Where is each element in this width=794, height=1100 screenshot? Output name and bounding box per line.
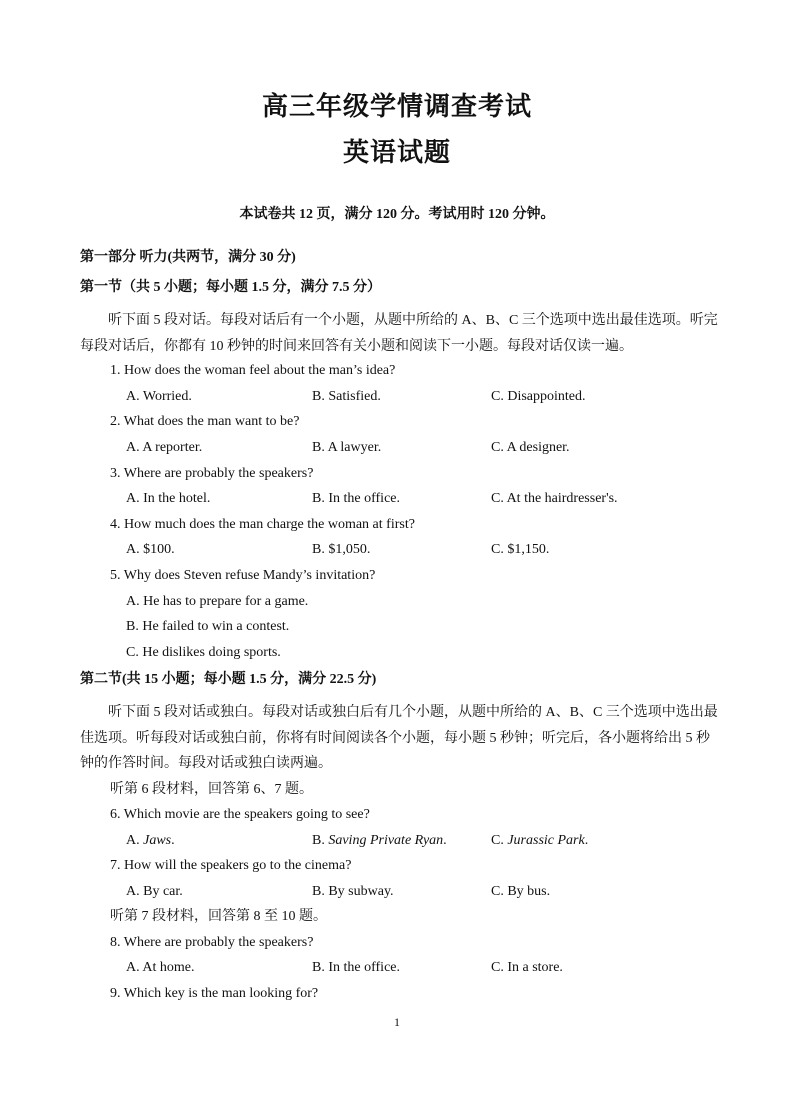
q1-option-a: A. Worried.	[126, 389, 192, 404]
material-6-note: 听第 6 段材料，回答第 6、7 题。	[110, 782, 313, 797]
q6-option-c: C. Jurassic Park.	[491, 833, 589, 848]
q3-option-c: C. At the hairdresser's.	[491, 491, 618, 506]
q1-option-c: C. Disappointed.	[491, 389, 586, 404]
page-title: 高三年级学情调查考试	[261, 92, 532, 122]
q8-option-c: C. In a store.	[491, 960, 563, 975]
section1-heading: 第一节（共 5 小题；每小题 1.5 分，满分 7.5 分）	[80, 280, 381, 295]
section1-instructions	[80, 308, 720, 359]
question-2: 2. What does the man want to be?	[110, 414, 300, 429]
q2-option-b: B. A lawyer.	[312, 440, 382, 455]
q1-option-b: B. Satisfied.	[312, 389, 381, 404]
q7-option-c: C. By bus.	[491, 884, 551, 899]
page-number: 1	[394, 1015, 400, 1029]
question-7: 7. How will the speakers go to the cinema?	[110, 858, 352, 873]
q8-option-b: B. In the office.	[312, 960, 400, 975]
q5-option-a: A. He has to prepare for a game.	[126, 594, 309, 609]
q6-option-a: A. Jaws.	[126, 833, 175, 848]
q7-option-a: A. By car.	[126, 884, 183, 899]
section2-instructions-text: 听下面 5 段对话或独白。每段对话或独白后有几个小题，从题中所给的 A、B、C 三个选项中选出最佳选项。听每段对话或独白前，你将有时间阅读各个小题，每小题 5 秒钟；听完后，各小题将给出 5 秒钟的作答时间。每段对话或独白读两遍。	[80, 705, 718, 771]
question-4: 4. How much does the man charge the woman at first?	[110, 517, 415, 532]
q5-option-b: B. He failed to win a contest.	[126, 619, 290, 634]
q7-option-b: B. By subway.	[312, 884, 394, 899]
question-1: 1. How does the woman feel about the man’s idea?	[110, 363, 396, 378]
part1-heading: 第一部分 听力(共两节，满分 30 分)	[80, 250, 296, 265]
exam-note: 本试卷共 12 页，满分 120 分。考试用时 120 分钟。	[239, 207, 555, 222]
question-6: 6. Which movie are the speakers going to see?	[110, 807, 370, 822]
question-9: 9. Which key is the man looking for?	[110, 986, 319, 1001]
q6-option-b: B. Saving Private Ryan.	[312, 833, 447, 848]
q5-option-c: C. He dislikes doing sports.	[126, 645, 281, 660]
section2-heading: 第二节(共 15 小题；每小题 1.5 分，满分 22.5 分)	[80, 672, 377, 687]
q4-option-c: C. $1,150.	[491, 542, 550, 557]
question-5: 5. Why does Steven refuse Mandy’s invitation?	[110, 568, 376, 583]
material-7-note: 听第 7 段材料，回答第 8 至 10 题。	[110, 909, 327, 924]
section2-instructions	[80, 700, 720, 777]
q8-option-a: A. At home.	[126, 960, 195, 975]
question-3: 3. Where are probably the speakers?	[110, 466, 314, 481]
q3-option-a: A. In the hotel.	[126, 491, 211, 506]
q3-option-b: B. In the office.	[312, 491, 400, 506]
question-8: 8. Where are probably the speakers?	[110, 935, 314, 950]
section1-instructions-text: 听下面 5 段对话。每段对话后有一个小题，从题中所给的 A、B、C 三个选项中选出最佳选项。听完每段对话后，你都有 10 秒钟的时间来回答有关小题和阅读下一小题。每段对话仅读一遍。	[80, 313, 718, 354]
q2-option-a: A. A reporter.	[126, 440, 203, 455]
q4-option-a: A. $100.	[126, 542, 175, 557]
page-subtitle: 英语试题	[342, 138, 451, 168]
q4-option-b: B. $1,050.	[312, 542, 371, 557]
q2-option-c: C. A designer.	[491, 440, 570, 455]
